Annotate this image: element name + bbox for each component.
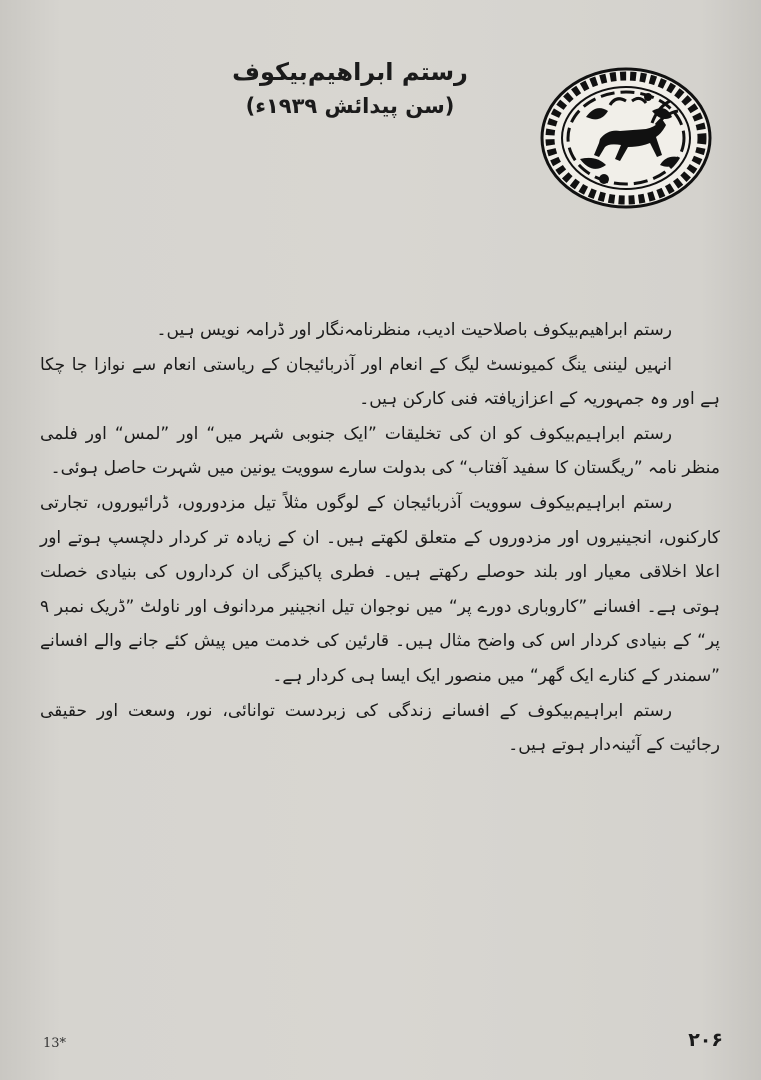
paragraph-intro: رستم ابراهیم‌بیکوف باصلاحیت ادیب، منظرنامہ‌نگار اور ڈرامہ نویس ہیں۔: [156, 320, 672, 340]
birth-year-line: (سن پیدائش ۱۹۳۹ء): [245, 94, 455, 118]
goat-emblem-icon: [540, 67, 712, 209]
author-name: رستم ابراهیم‌بیکوف: [232, 58, 468, 86]
article-body: [40, 313, 720, 763]
paragraph-awards: انہیں لیننی ینگ کمیونسٹ لیگ کے انعام اور آذربائیجان کے ریاستی انعام سے نوازا جا چکا ہے اور وہ جمہوریہ کے اعزازیافتہ فنی کارکن ہیں۔: [40, 354, 720, 410]
paragraph-works: رستم ابراہیم‌بیکوف کو ان کی تخلیقات ”ایک جنوبی شہر میں“ اور ”لمس“ اور فلمی منظر نامہ ”ریگستان کا سفید آفتاب“ کی بدولت سارے سوویت یونین میں شہرت حاصل ہوئی۔: [40, 423, 720, 479]
page-header: [150, 55, 550, 123]
page-number: ۲۰۶: [688, 1029, 723, 1051]
paragraph-conclusion: رستم ابراہیم‌بیکوف کے افسانے زندگی کی زبردست توانائی، نور، وسعت اور حقیقی رجائیت کے آئینہ‌دار ہوتے ہیں۔: [40, 700, 720, 756]
printer-signature: 13*: [43, 1036, 67, 1051]
paragraph-characters: رستم ابراہیم‌بیکوف سوویت آذربائیجان کے لوگوں مثلاً تیل مزدوروں، ڈرائیوروں، تجارتی کارکنوں، انجینیروں اور مزدوروں کے متعلق لکھتے ہیں۔ ان کے زیادہ تر کردار دلچسپ ہوتے اور اعلا اخلاقی معیار اور بلند حوصلے رکھتے ہیں۔ فطری پاکیزگی ان کرداروں کی بنیادی خصلت ہوتی ہے۔ افسانے ”کاروباری دورے پر“ میں نوجوان تیل انجینیر مردانوف اور ناولٹ ”ڈریک نمبر ۹ پر“ کے بنیادی کردار اس کی واضح مثال ہیں۔ قارئین کی خدمت میں پیش کئے جانے والے افسانے ”سمندر کے کنارے ایک گھر“ میں منصور ایک ایسا ہی کردار ہے۔: [40, 492, 720, 686]
